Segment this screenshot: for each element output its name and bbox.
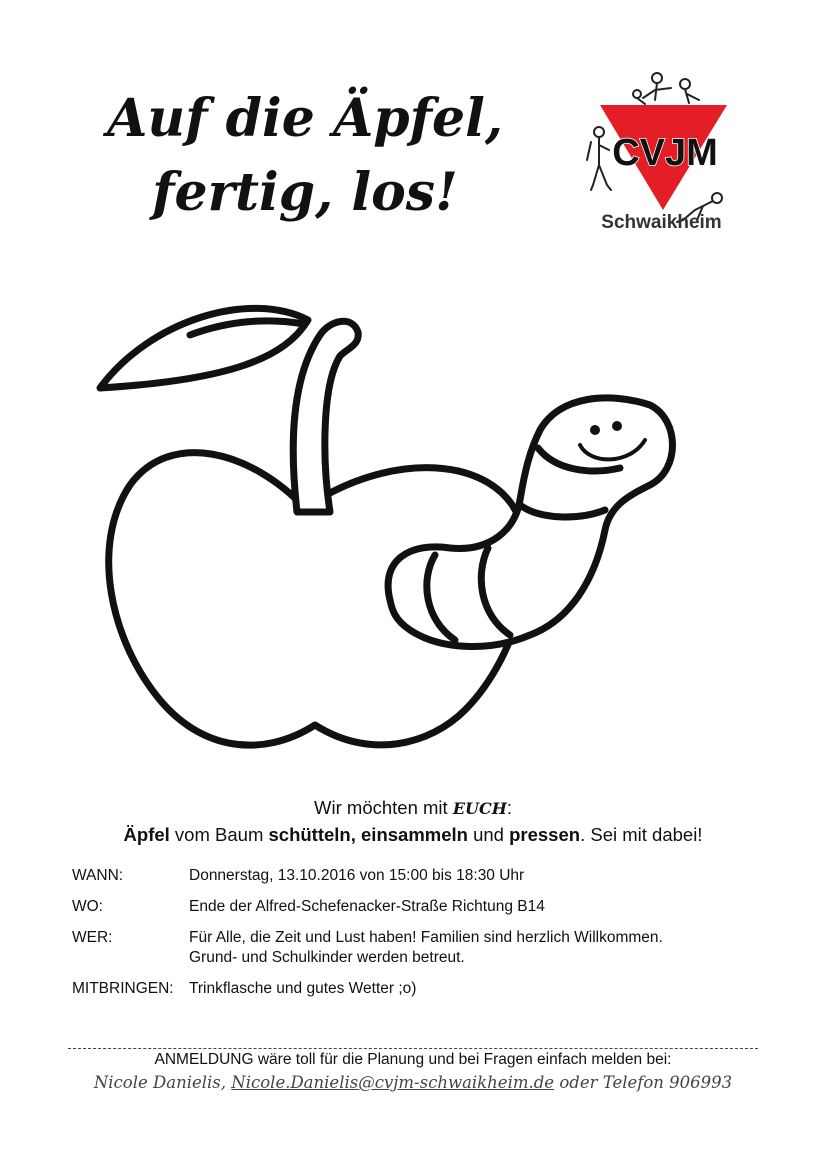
contact-email-link[interactable]: Nicole.Danielis@cvjm-schwaikheim.de	[231, 1073, 555, 1092]
detail-value: Trinkflasche und gutes Wetter ;o)	[189, 980, 417, 997]
intro-line-2	[40, 822, 786, 848]
worm-eye	[612, 421, 622, 431]
title-line-2: fertig, los!	[152, 162, 458, 223]
detail-row-who	[72, 928, 772, 968]
contact-name: Nicole Danielis,	[93, 1073, 232, 1092]
detail-value: Ende der Alfred-Schefenacker-Straße Richtung B14	[189, 898, 545, 915]
detail-label: WANN:	[72, 867, 124, 884]
intro-apples: Äpfel	[123, 824, 170, 845]
intro-text	[40, 795, 786, 848]
detail-row-where	[72, 897, 772, 917]
detail-value: Donnerstag, 13.10.2016 von 15:00 bis 18:30 Uhr	[189, 867, 525, 884]
intro-text-part: . Sei mit dabei!	[580, 824, 703, 845]
intro-press: pressen	[509, 824, 581, 845]
intro-line-1-suffix: :	[506, 797, 512, 818]
detail-label: WO:	[72, 898, 103, 915]
contact-phone: oder Telefon 906993	[554, 1073, 733, 1092]
detail-value-line: Für Alle, die Zeit und Lust haben! Familien sind herzlich Willkommen.	[189, 929, 663, 946]
apple-with-worm-icon	[90, 280, 690, 760]
detail-row-when	[72, 866, 772, 886]
detail-value-line: Grund- und Schulkinder werden betreut.	[189, 949, 465, 966]
contact-line	[40, 1073, 786, 1092]
detail-label: MITBRINGEN:	[72, 980, 174, 997]
worm-eye	[590, 425, 600, 435]
divider	[68, 1048, 758, 1049]
intro-text-part: und	[467, 824, 510, 845]
detail-row-bring	[72, 979, 772, 999]
intro-text-part: vom Baum	[169, 824, 269, 845]
intro-emphasis: EUCH	[452, 799, 507, 818]
intro-actions: schütteln, einsammeln	[268, 824, 468, 845]
logo-caption: Schwaikheim	[601, 212, 722, 233]
detail-label: WER:	[72, 929, 113, 946]
title-line-1: Auf die Äpfel,	[107, 88, 503, 149]
intro-line-1-prefix: Wir möchten mit	[314, 797, 453, 818]
signup-text: ANMELDUNG wäre toll für die Planung und bei Fragen einfach melden bei:	[154, 1051, 672, 1068]
logo-text: CVJM	[612, 132, 718, 174]
page-title	[95, 82, 515, 230]
intro-line-1	[40, 795, 786, 822]
detail-value	[189, 928, 772, 968]
event-details	[72, 866, 772, 1010]
